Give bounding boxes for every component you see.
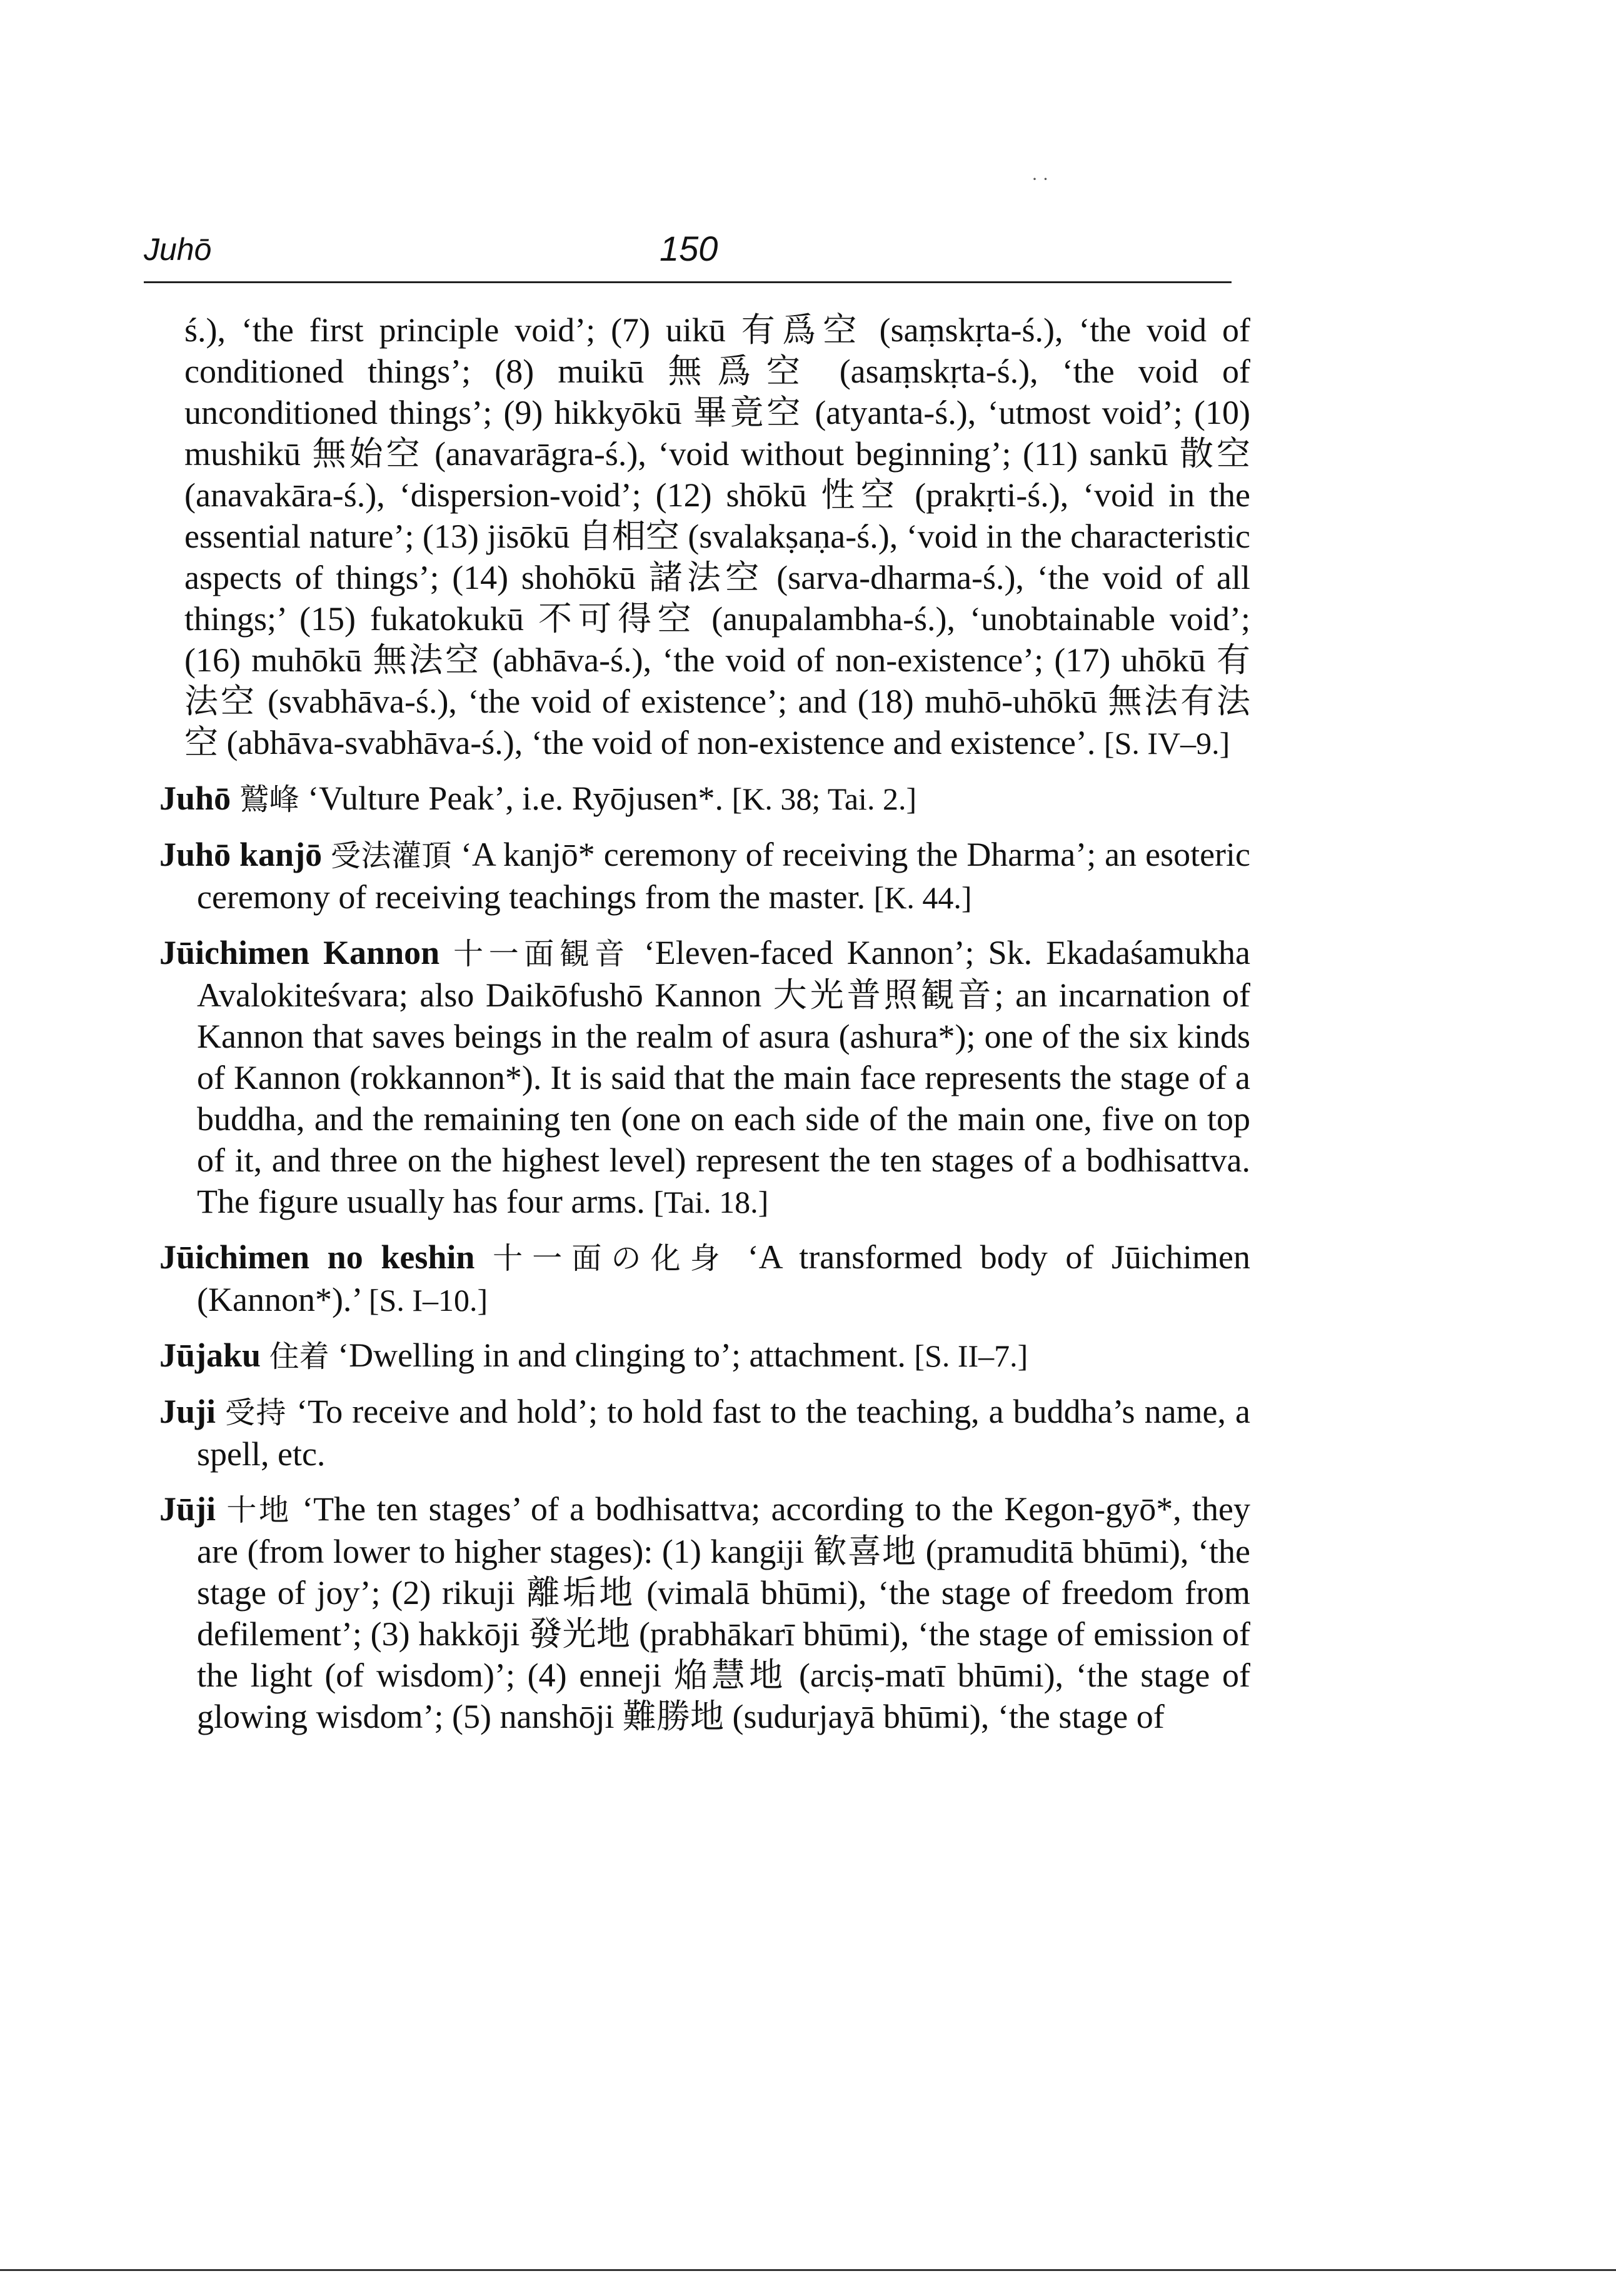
entry-juichimen-kannon [159, 932, 1250, 1223]
continued-entry-text: ś.), ‘the first principle void’; (7) uikū 有爲空 (saṃskṛta-ś.), ‘the void of conditioned things’; (8) muikū 無爲空 (asaṃskṛta-ś.), ‘the void of unconditioned things’; (9) hikkyōkū 畢竟空 (atyanta-ś.), ‘utmost void’; (10) mushikū 無始空 (anavarāgra-ś.), ‘void without beginning’; (11) sankū 散空 (anavakāra-ś.), ‘dispersion-void’; (12) shōkū 性空 (prakṛti-ś.), ‘void in the essential nature’; (13) jisōkū 自相空 (svalakṣaṇa-ś.), ‘void in the characteristic aspects of things’; (14) shohōkū 諸法空 (sarva-dharma-ś.), ‘the void of all things;’ (15) fukatokukū 不可得空 (anupalambha-ś.), ‘unobtainable void’; (16) muhōkū 無法空 (abhāva-ś.), ‘the void of non-existence’; (17) uhōkū 有法空 (svabhāva-ś.), ‘the void of existence’; and (18) muhō-uhōkū 無法有法空 (abhāva-svabhāva-ś.), ‘the void of non-existence and existence’. [184, 311, 1250, 761]
entry-juichimen-no-keshin [159, 1236, 1250, 1321]
entry-headword: Jūichimen Kannon [159, 934, 440, 971]
entry-ref: [S. II–7.] [914, 1338, 1028, 1373]
continued-entry-ref: [S. IV–9.] [1103, 726, 1230, 761]
entry-kanji: 十一面の化身 [493, 1241, 730, 1276]
header-rule [144, 281, 1232, 283]
entry-ref: [K. 38; Tai. 2.] [731, 781, 917, 816]
entry-headword: Juji [159, 1393, 216, 1430]
entry-juji-receive [159, 1391, 1250, 1475]
entry-definition: ‘The ten stages’ of a bodhisattva; according to the Kegon-gyō*, they are (from lower to higher stages): (1) kangiji 歓喜地 (pramuditā bhūmi), ‘the stage of joy’; (2) rikuji 離垢地 (vimalā bhūmi), ‘the stage of freedom from defilement’; (3) hakkōji 發光地 (prabhākarī bhūmi), ‘the stage of emission of the light (of wisdom)’; (4) enneji 焔慧地 (arciṣ-matī bhūmi), ‘the stage of glowing wisdom’; (5) nanshōji 難勝地 (sudurjayā bhūmi), ‘the stage of [197, 1490, 1250, 1735]
entry-definition: ‘A kanjō* ceremony of receiving the Dharma’; an esoteric ceremony of receiving teachings from the master. [197, 836, 1251, 916]
page-number: 150 [660, 229, 718, 268]
running-head: Juhō [144, 232, 212, 267]
body-text [159, 309, 1250, 1751]
entry-kanji: 受持 [225, 1395, 288, 1430]
entry-definition: ‘Dwelling in and clinging to’; attachment. [338, 1336, 906, 1374]
entry-ref: [Tai. 18.] [653, 1185, 769, 1220]
entry-juho [159, 778, 1250, 820]
entry-ref: [S. I–10.] [368, 1283, 488, 1318]
entry-headword: Juhō kanjō [159, 836, 323, 873]
continued-entry [159, 309, 1250, 764]
entry-headword: Juhō [159, 780, 231, 817]
entry-juji-ten-stages [159, 1488, 1250, 1737]
scan-edge-line [0, 2269, 1616, 2271]
entry-kanji: 十一面観音 [453, 936, 630, 971]
entry-headword: Jūichimen no keshin [159, 1238, 475, 1276]
entry-definition: ‘A transformed body of Jūichimen (Kannon*).’ [197, 1238, 1251, 1318]
entry-kanji: 住着 [269, 1339, 329, 1374]
entry-jujaku [159, 1335, 1250, 1377]
entry-juho-kanjo [159, 834, 1250, 918]
entry-kanji: 鷲峰 [239, 782, 299, 817]
entry-definition: ‘To receive and hold’; to hold fast to the teaching, a buddha’s name, a spell, etc. [197, 1393, 1250, 1473]
entry-ref: [K. 44.] [873, 880, 972, 915]
scan-speck: · · [1031, 169, 1049, 189]
entry-definition: ‘Eleven-faced Kannon’; Sk. Ekadaśamukha Avalokiteśvara; also Daikōfushō Kannon 大光普照観音; an incarnation of Kannon that saves beings in the realm of asura (ashura*); one of the six kinds of Kannon (rokkannon*). It is said that the main face represents the stage of a buddha, and the remaining ten (one on each side of the main one, five on top of it, and three on the highest level) represent the ten stages of a bodhisattva. The figure usually has four arms. [197, 934, 1251, 1220]
entry-headword: Jūjaku [159, 1336, 261, 1374]
entry-definition: ‘Vulture Peak’, i.e. Ryōjusen*. [308, 780, 724, 817]
entry-headword: Jūji [159, 1490, 216, 1528]
entry-kanji: 受法灌頂 [331, 838, 452, 873]
entry-kanji: 十地 [226, 1493, 291, 1528]
